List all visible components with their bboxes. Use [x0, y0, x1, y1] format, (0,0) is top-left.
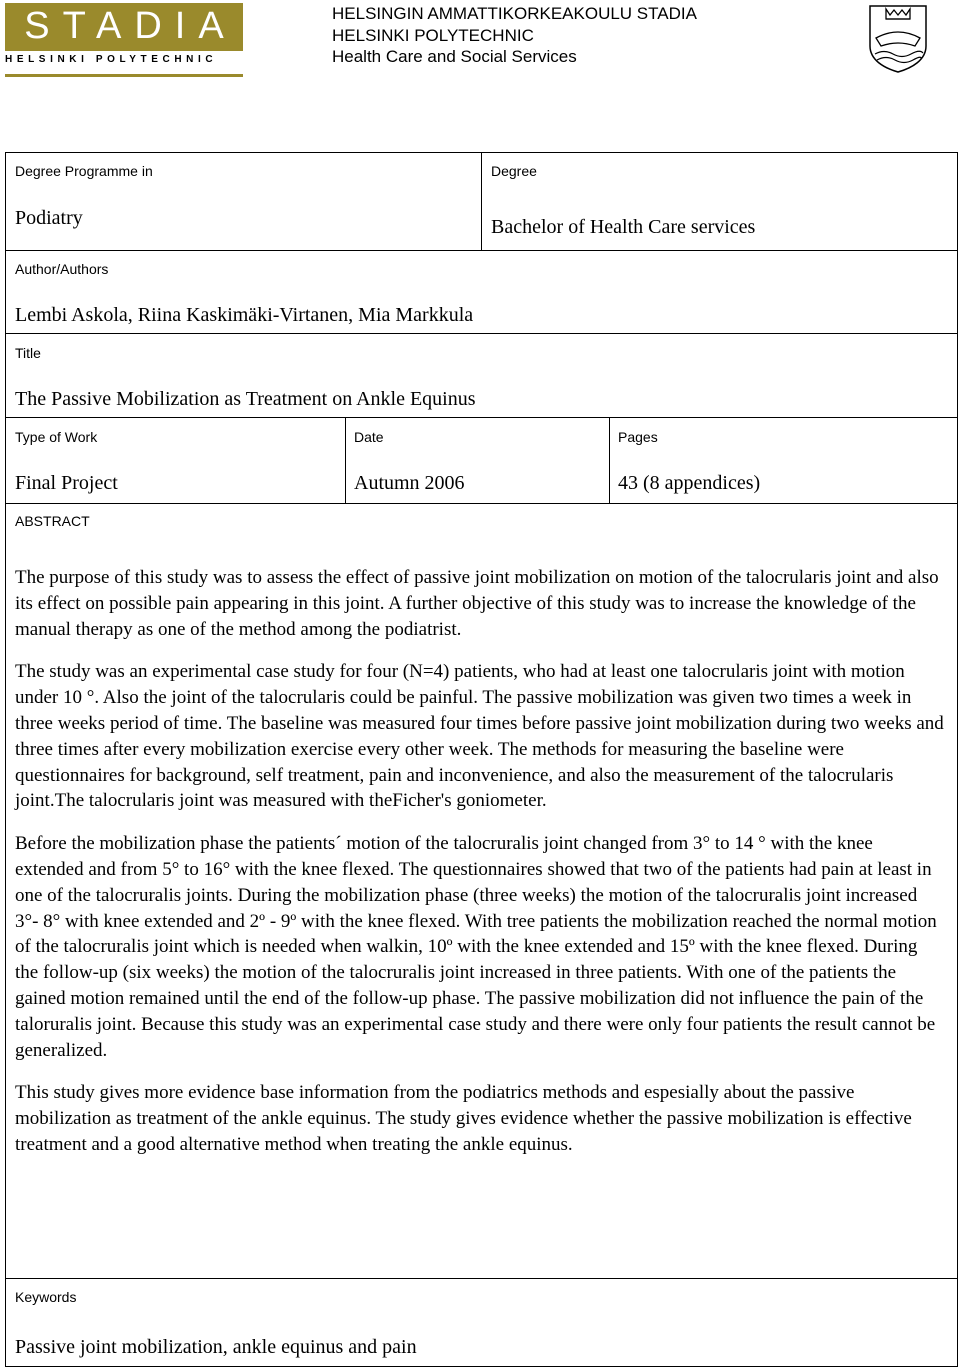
school-name-finnish: HELSINGIN AMMATTIKORKEAKOULU STADIA [332, 4, 697, 23]
column-divider [481, 153, 482, 250]
row-divider [6, 1278, 957, 1279]
keywords-value: Passive joint mobilization, ankle equinus and pain [15, 1336, 417, 1358]
type-of-work-value: Final Project [15, 472, 118, 494]
column-divider [345, 417, 346, 503]
stadia-logo [5, 3, 243, 51]
author-value: Lembi Askola, Riina Kaskimäki-Virtanen, Mia Markkula [15, 304, 474, 326]
row-divider [6, 503, 957, 504]
row-divider [6, 250, 957, 251]
abstract-body [15, 565, 945, 1175]
pages-value: 43 (8 appendices) [618, 472, 761, 494]
logo-subtitle: HELSINKI POLYTECHNIC [5, 54, 218, 65]
date-label: Date [354, 429, 384, 445]
helsinki-coat-of-arms-icon [866, 2, 930, 74]
column-divider [609, 417, 610, 503]
abstract-form [5, 152, 958, 1367]
abstract-label: ABSTRACT [15, 513, 90, 529]
programme-label: Degree Programme in [15, 163, 153, 179]
abstract-paragraph: The purpose of this study was to assess the effect of passive joint mobilization on motion of the talocrularis joint and also its effect on possible pain appearing in this joint. A further objective of this study was to increase the knowledge of the manual therapy as one of the method among the podiatrist. [15, 567, 939, 640]
degree-value: Bachelor of Health Care services [491, 216, 756, 238]
pages-label: Pages [618, 429, 658, 445]
logo-wordmark: STADIA [24, 5, 237, 47]
school-name-english: HELSINKI POLYTECHNIC [332, 25, 534, 45]
author-label: Author/Authors [15, 261, 109, 277]
abstract-paragraph: This study gives more evidence base information from the podiatrics methods and espesially about the passive mobilization as treatment of the ankle equinus. The study gives evidence whether the passive mobilization is effective treatment and a good alternative method when treating the ankle equinus. [15, 1082, 912, 1155]
row-divider [6, 417, 957, 418]
title-label: Title [15, 345, 41, 361]
abstract-paragraph: The study was an experimental case study for four (N=4) patients, who had at least one talocrularis joint with motion under 10 °. Also the joint of the talocrularis could be painful. The passive mobilization was given two times a week in three weeks period of time. The baseline was measured four times before passive joint mobilization during two weeks and three times after every mobilization exercise every other week. The methods for measuring the baseline were questionnaires for background, self treatment, pain and inconvenience, and also the measurement of the talocrularis joint.The talocrularis joint was measured with theFicher's goniometer. [15, 661, 944, 812]
degree-label: Degree [491, 163, 537, 179]
logo-underline [5, 74, 243, 77]
abstract-paragraph: Before the mobilization phase the patients´ motion of the talocruralis joint changed from 3° to 14 ° with the knee extended and from 5° to 16° with the knee flexed. The questionnaires showed that two of the patients had pain at least in one of the talocruralis joints. During the mobilization phase (three weeks) the motion of the talocruralis joint increased 3°- 8° with knee extended and 2º - 9º with the knee flexed. With tree patients the mobilization reached the normal motion of the talocruralis joint which is needed when walkin, 10º with the knee extended and 15º with the knee flexed. During the follow-up (six weeks) the motion of the talocruralis joint increased in three patients. With one of the patients the gained motion remained until the end of the follow-up phase. The passive mobilization did not influence the pain of the taloruralis joint. Because this study was an experimental case study and there were only four patients the result cannot be generalized. [15, 833, 937, 1061]
date-value: Autumn 2006 [354, 472, 465, 494]
title-value: The Passive Mobilization as Treatment on Ankle Equinus [15, 388, 476, 410]
school-header [332, 3, 697, 68]
keywords-label: Keywords [15, 1289, 77, 1305]
school-department: Health Care and Social Services [332, 47, 577, 66]
type-of-work-label: Type of Work [15, 429, 98, 445]
row-divider [6, 333, 957, 334]
programme-value: Podiatry [15, 207, 83, 229]
